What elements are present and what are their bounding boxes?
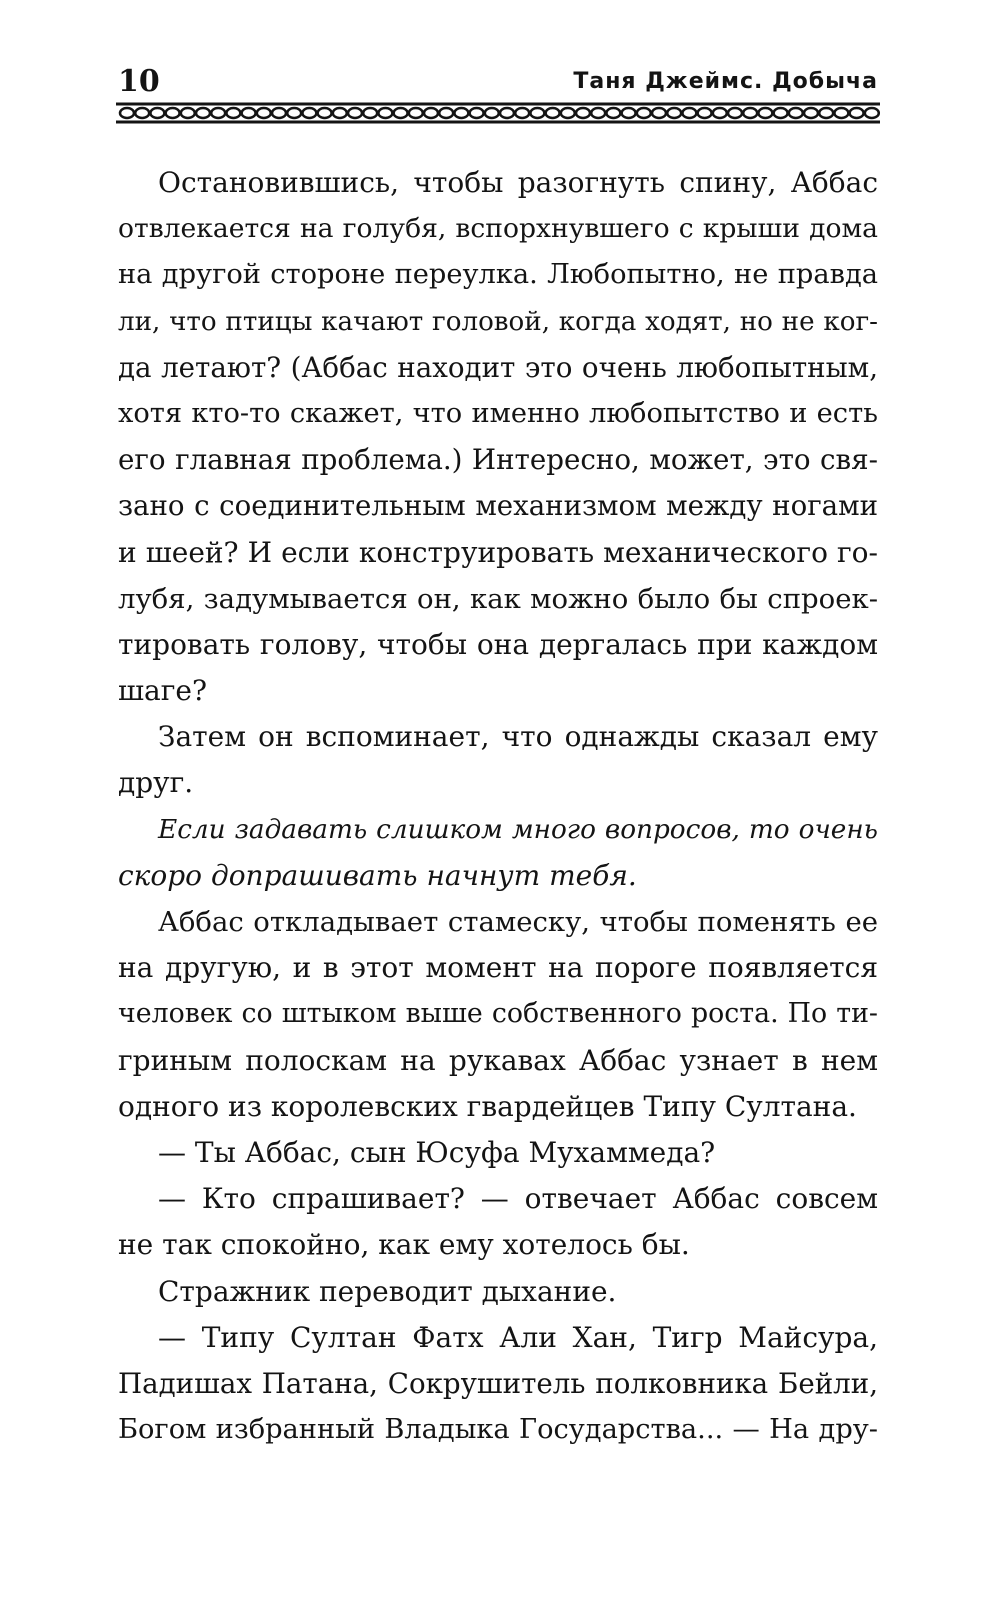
header-ornament-rule — [116, 102, 880, 124]
page-header — [118, 62, 878, 102]
text-line: на другую, и в этот момент на пороге появляется — [118, 951, 878, 985]
text-line: отвлекается на голубя, вспорхнувшего с крыши дома — [118, 213, 878, 245]
ornament-link — [485, 108, 499, 118]
text-line: — Кто спрашивает? — отвечает Аббас совсем — [158, 1182, 878, 1216]
ornament-link — [652, 108, 666, 118]
ornament-link — [181, 108, 195, 118]
ornament-link — [515, 108, 529, 118]
ornament-link — [287, 108, 301, 118]
text-line: его главная проблема.) Интересно, может, это свя- — [118, 443, 878, 477]
text-line: шаге? — [118, 674, 207, 708]
page-number: 10 — [118, 64, 160, 99]
text-line: одного из королевских гвардейцев Типу Султана. — [118, 1089, 857, 1123]
text-line: Остановившись, чтобы разогнуть спину, Аббас — [158, 166, 878, 199]
ornament-link — [120, 108, 134, 118]
running-title: Таня Джеймс. Добыча — [573, 69, 878, 94]
text-line: и шеей? И если конструировать механического го- — [118, 535, 878, 569]
text-line: хотя кто-то скажет, что именно любопытство и есть — [118, 397, 878, 429]
text-line: не так спокойно, как ему хотелось бы. — [118, 1228, 690, 1262]
ornament-link — [196, 108, 210, 118]
ornament-link — [576, 108, 590, 118]
text-line: ли, что птицы качают головой, когда ходят, но не ког- — [118, 306, 878, 337]
ornament-link — [561, 108, 575, 118]
ornament-link — [242, 108, 256, 118]
ornament-link — [774, 108, 788, 118]
text-line: Если задавать слишком много вопросов, то очень — [158, 814, 878, 845]
text-line: Затем он вспоминает, что однажды сказал ему — [158, 720, 878, 754]
ornament-link — [439, 108, 453, 118]
text-line: — Типу Султан Фатх Али Хан, Тигр Майсура, — [158, 1320, 878, 1354]
ornament-link — [637, 108, 651, 118]
text-line: гриным полоскам на рукавах Аббас узнает в нем — [118, 1043, 878, 1077]
ornament-link — [758, 108, 772, 118]
ornament-link — [150, 108, 164, 118]
ornament-link — [606, 108, 620, 118]
ornament-link — [682, 108, 696, 118]
ornament-link — [743, 108, 757, 118]
text-line: да летают? (Аббас находит это очень любопытным, — [118, 350, 878, 384]
ornament-link — [530, 108, 544, 118]
ornament-link — [622, 108, 636, 118]
ornament-link — [470, 108, 484, 118]
ornament-link — [394, 108, 408, 118]
ornament-link — [850, 108, 864, 118]
ornament-link — [211, 108, 225, 118]
text-line: Стражник переводит дыхание. — [158, 1274, 617, 1308]
ornament-link — [500, 108, 514, 118]
ornament-link — [135, 108, 149, 118]
ornament-link — [728, 108, 742, 118]
ornament-link — [348, 108, 362, 118]
text-line: зано с соединительным механизмом между ногами — [118, 489, 878, 523]
text-line: — Ты Аббас, сын Юсуфа Мухаммеда? — [158, 1135, 716, 1169]
ornament-link — [698, 108, 712, 118]
ornament-link — [819, 108, 833, 118]
ornament-link — [546, 108, 560, 118]
ornament-link — [166, 108, 180, 118]
ornament-link — [318, 108, 332, 118]
ornament-link — [363, 108, 377, 118]
ornament-link — [333, 108, 347, 118]
ornament-chain-links — [120, 108, 879, 118]
ornament-link — [865, 108, 879, 118]
text-line: лубя, задумывается он, как можно было бы спроек- — [118, 582, 878, 615]
text-line: тировать голову, чтобы она дергалась при каждом — [118, 627, 878, 661]
ornament-link — [591, 108, 605, 118]
ornament-link — [272, 108, 286, 118]
text-line: Аббас откладывает стамеску, чтобы поменять ее — [158, 906, 878, 938]
ornament-link — [424, 108, 438, 118]
ornament-link — [789, 108, 803, 118]
ornament-link — [804, 108, 818, 118]
text-line: человек со штыком выше собственного роста. По ти- — [118, 998, 878, 1030]
ornament-link — [226, 108, 240, 118]
text-line: на другой стороне переулка. Любопытно, не правда — [118, 259, 878, 291]
text-line: Богом избранный Владыка Государства... — На дру- — [118, 1414, 878, 1446]
text-line: Падишах Патана, Сокрушитель полковника Бейли, — [118, 1366, 878, 1400]
text-line: скоро допрашивать начнут тебя. — [118, 858, 637, 892]
ornament-link — [378, 108, 392, 118]
ornament-link — [713, 108, 727, 118]
ornament-link — [409, 108, 423, 118]
ornament-link — [257, 108, 271, 118]
ornament-link — [454, 108, 468, 118]
text-line: друг. — [118, 766, 194, 800]
ornament-link — [302, 108, 316, 118]
ornament-link — [667, 108, 681, 118]
body-text — [118, 160, 878, 1453]
ornament-link — [834, 108, 848, 118]
